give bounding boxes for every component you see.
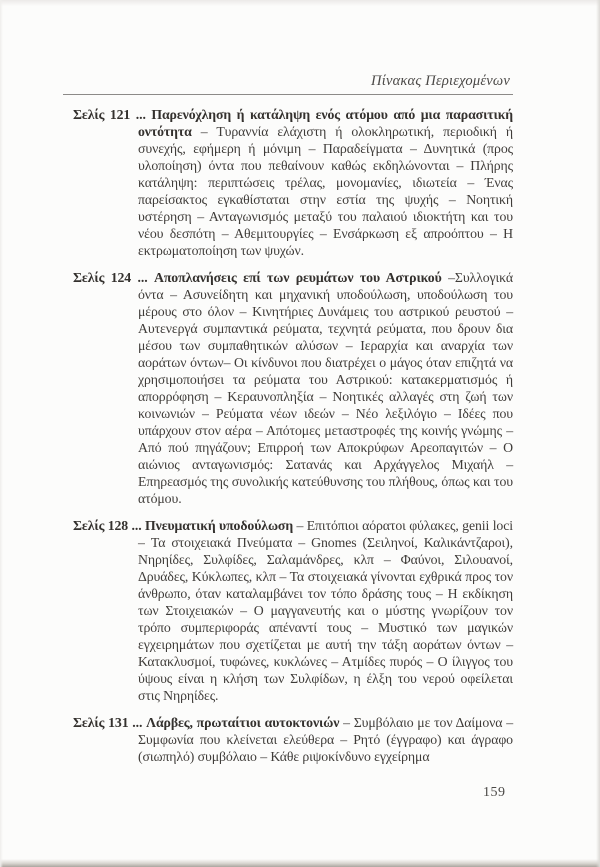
entry-page-label: Σελίς 131 ... (73, 715, 143, 730)
entry-title: Λάρβες, πρωταίτιοι αυτοκτονιών (146, 715, 340, 730)
entry-summary: – Επιτόπιοι αόρατοι φύλακες, genii loci – Τα στοιχειακά Πνεύματα – Gnomes (Σειληνοί, Καλικάντζαροι), Νηρηίδες, Συλφίδες, Σαλαμάνδρες, κλπ – Φαύνοι, Σιλουανοί, Δρυάδες, Κύκλωπες, κλπ – Τα στοιχειακά γίνονται εχθρικά προς τον άνθρωπο, όταν καταλαμβάνει τον τόπο δράσης τους – Η εκδίκηση των Στοιχειακών – Ο μαγγανευτής και ο μύστης γνωρίζουν τον τρόπο συμπεριφοράς απέναντί τους – Μυστικό των μαγικών εγχειρημάτων που σχετίζεται με αυτή την τάξη αοράτων όντων – Κατακλυσμοί, τυφώνες, κυκλώνες – Ατμίδες πυρός – Ο ίλιγγος του ύψους είναι η κλήση των Συλφίδων, η έλξη του νερού οφείλεται στις Νηρηίδες. (138, 518, 513, 703)
entry-summary: – Συμβόλαιο με τον Δαίμονα – Συμφωνία που κλείνεται ελεύθερα – Ρητό (έγγραφο) και άγραφο (σιωπηλό) συμβόλαιο – Κάθε ριψοκίνδυνο εγχείρημα (138, 715, 513, 764)
entry-page-label: Σελίς 124 ... (73, 270, 148, 285)
entry-page-label: Σελίς 121 ... (73, 107, 146, 122)
entry-summary: –Συλλογικά όντα – Ασυνείδητη και μηχανική υποδούλωση, υποδούλωση του μέρους στο όλον – Κινητήριες Δυνάμεις του αστρικού ρευστού – Αυτενεργά συμπαντικά ρεύματα, τεχνητά ρεύματα, που δρουν δια μέσου των συμπαθητικών αλύσων – Ιεραρχία και αναρχία των αοράτων όντων– Οι κίνδυνοι που διατρέχει ο μάγος όταν επιζητά να χρησιμοποιήσει τα ρεύματα του Αστρικού: κατακερματισμός ή απορρόφηση – Κεραυνοπληξία – Νοητικές αλλαγές στη ζωή των κοινωνιών – Ρεύματα νέων ιδεών – Νέο λεξιλόγιο – Ιδέες που υπάρχουν στον αέρα – Απότομες μεταστροφές της κοινής γνώμης – Από πού πηγάζουν; Επιρροή των Αποκρύφων Αρεοπαγιτών – Ο αιώνιος ανταγωνισμός: Σατανάς και Αρχάγγελος Μιχαήλ – Επηρεασμός της συνολικής κατεύθυνσης του πλήθους, όπως και του ατόμου. (138, 270, 513, 506)
entry-title: Αποπλανήσεις επί των ρευμάτων του Αστρικού (153, 270, 442, 285)
entry-title: Παρενόχληση ή κατάληψη ενός ατόμου από μια παρασιτική οντότητα (138, 107, 513, 139)
header-rule (63, 94, 513, 95)
toc-entry (73, 714, 513, 765)
page-number: 159 (483, 785, 506, 800)
scan-edge-right (596, 0, 600, 867)
running-header-title: Πίνακας Περιεχομένων (371, 73, 510, 89)
toc-entry (73, 517, 513, 704)
running-header (371, 73, 510, 90)
toc-body (73, 106, 513, 765)
scan-edge-left (0, 0, 3, 867)
scan-edge-bottom (0, 859, 600, 867)
entry-page-label: Σελίς 128 ... (73, 518, 142, 533)
entry-title: Πνευματική υποδούλωση (145, 518, 294, 533)
toc-entry (73, 106, 513, 259)
scan-edge-top (0, 0, 600, 6)
entry-summary: – Τυραννία ελάχιστη ή ολοκληρωτική, περιοδική ή συνεχής, εφήμερη ή μόνιμη – Παραδείγματα – Δυνητικά (προς υλοποίηση) όντα που πεθαίνουν καθώς εκδηλώνονται – Πλήρης κατάληψη: περιπτώσεις τρέλας, μονομανίες, ιδιωτεία – Ένας παρείσακτος εγκαθίσταται στην εστία της ψυχής – Νοητική υστέρηση – Ανταγωνισμός μεταξύ του παλαιού ιδιοκτήτη και του νέου δεσπότη – Αθεμιτουργίες – Ενσάρκωση εξ απροόπτου – Η εκτρωματοποίηση των ψυχών. (138, 124, 513, 258)
toc-entry (73, 269, 513, 507)
